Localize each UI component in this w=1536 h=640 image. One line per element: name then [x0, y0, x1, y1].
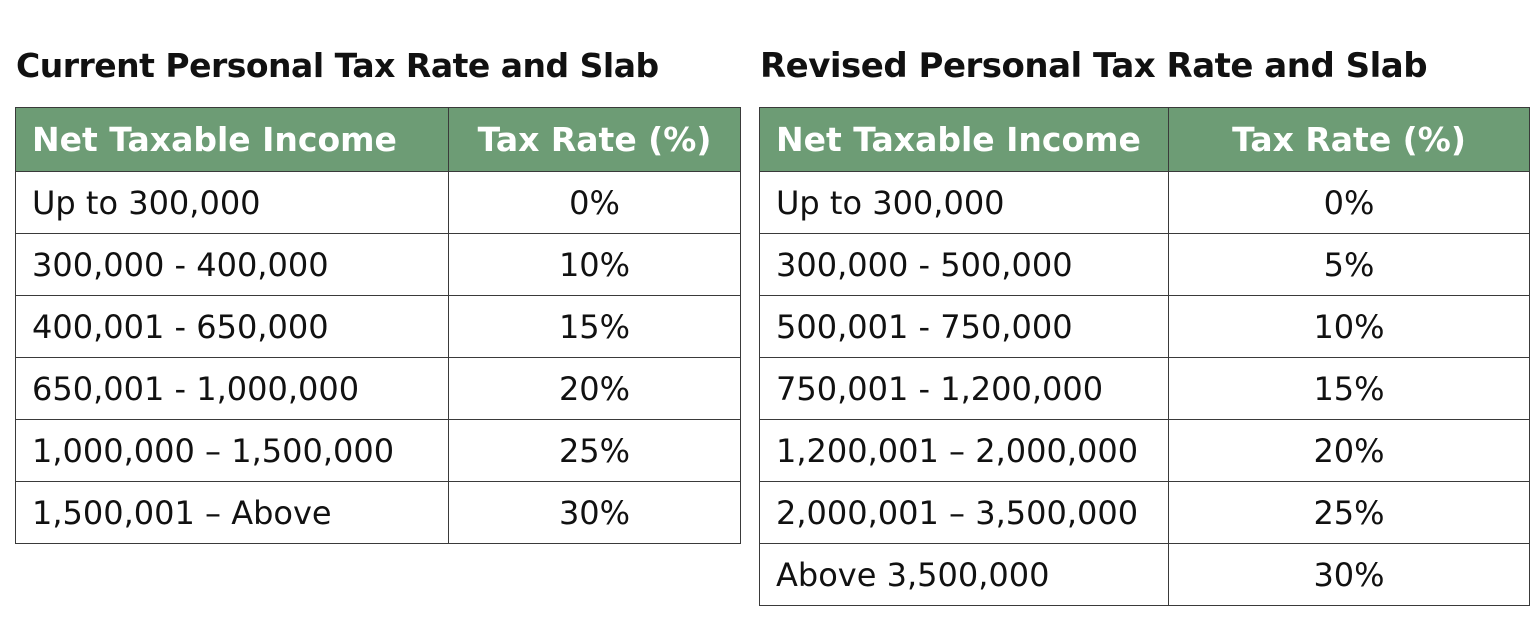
income-cell: Above 3,500,000	[760, 544, 1169, 606]
table-row	[760, 358, 1530, 420]
income-cell: 750,001 - 1,200,000	[760, 358, 1169, 420]
rate-cell: 15%	[1169, 358, 1530, 420]
income-cell: 650,001 - 1,000,000	[16, 358, 449, 420]
rate-cell: 10%	[449, 234, 741, 296]
rate-cell: 10%	[1169, 296, 1530, 358]
rate-cell: 20%	[449, 358, 741, 420]
income-cell: 500,001 - 750,000	[760, 296, 1169, 358]
rate-cell: 20%	[1169, 420, 1530, 482]
rate-cell: 5%	[1169, 234, 1530, 296]
header-tax-rate: Tax Rate (%)	[1169, 108, 1530, 172]
header-net-taxable-income: Net Taxable Income	[16, 108, 449, 172]
income-cell: 2,000,001 – 3,500,000	[760, 482, 1169, 544]
revised-tax-title: Revised Personal Tax Rate and Slab	[760, 46, 1428, 86]
revised-tax-table	[759, 107, 1530, 606]
table-row	[760, 296, 1530, 358]
rate-cell: 0%	[1169, 172, 1530, 234]
table-row	[16, 420, 741, 482]
rate-cell: 0%	[449, 172, 741, 234]
table-row	[760, 420, 1530, 482]
income-cell: 300,000 - 400,000	[16, 234, 449, 296]
rate-cell: 25%	[449, 420, 741, 482]
table-row	[16, 296, 741, 358]
table-row	[16, 482, 741, 544]
income-cell: 400,001 - 650,000	[16, 296, 449, 358]
income-cell: 1,200,001 – 2,000,000	[760, 420, 1169, 482]
table-row	[16, 358, 741, 420]
income-cell: 1,500,001 – Above	[16, 482, 449, 544]
rate-cell: 25%	[1169, 482, 1530, 544]
income-cell: 300,000 - 500,000	[760, 234, 1169, 296]
current-tax-table	[15, 107, 741, 544]
income-cell: 1,000,000 – 1,500,000	[16, 420, 449, 482]
header-net-taxable-income: Net Taxable Income	[760, 108, 1169, 172]
rate-cell: 30%	[1169, 544, 1530, 606]
table-row	[16, 172, 741, 234]
table-row	[760, 172, 1530, 234]
table-header-row	[16, 108, 741, 172]
income-cell: Up to 300,000	[16, 172, 449, 234]
rate-cell: 30%	[449, 482, 741, 544]
table-header-row	[760, 108, 1530, 172]
table-row	[760, 482, 1530, 544]
table-row	[760, 234, 1530, 296]
income-cell: Up to 300,000	[760, 172, 1169, 234]
header-tax-rate: Tax Rate (%)	[449, 108, 741, 172]
table-row	[760, 544, 1530, 606]
table-row	[16, 234, 741, 296]
rate-cell: 15%	[449, 296, 741, 358]
current-tax-title: Current Personal Tax Rate and Slab	[16, 46, 659, 85]
